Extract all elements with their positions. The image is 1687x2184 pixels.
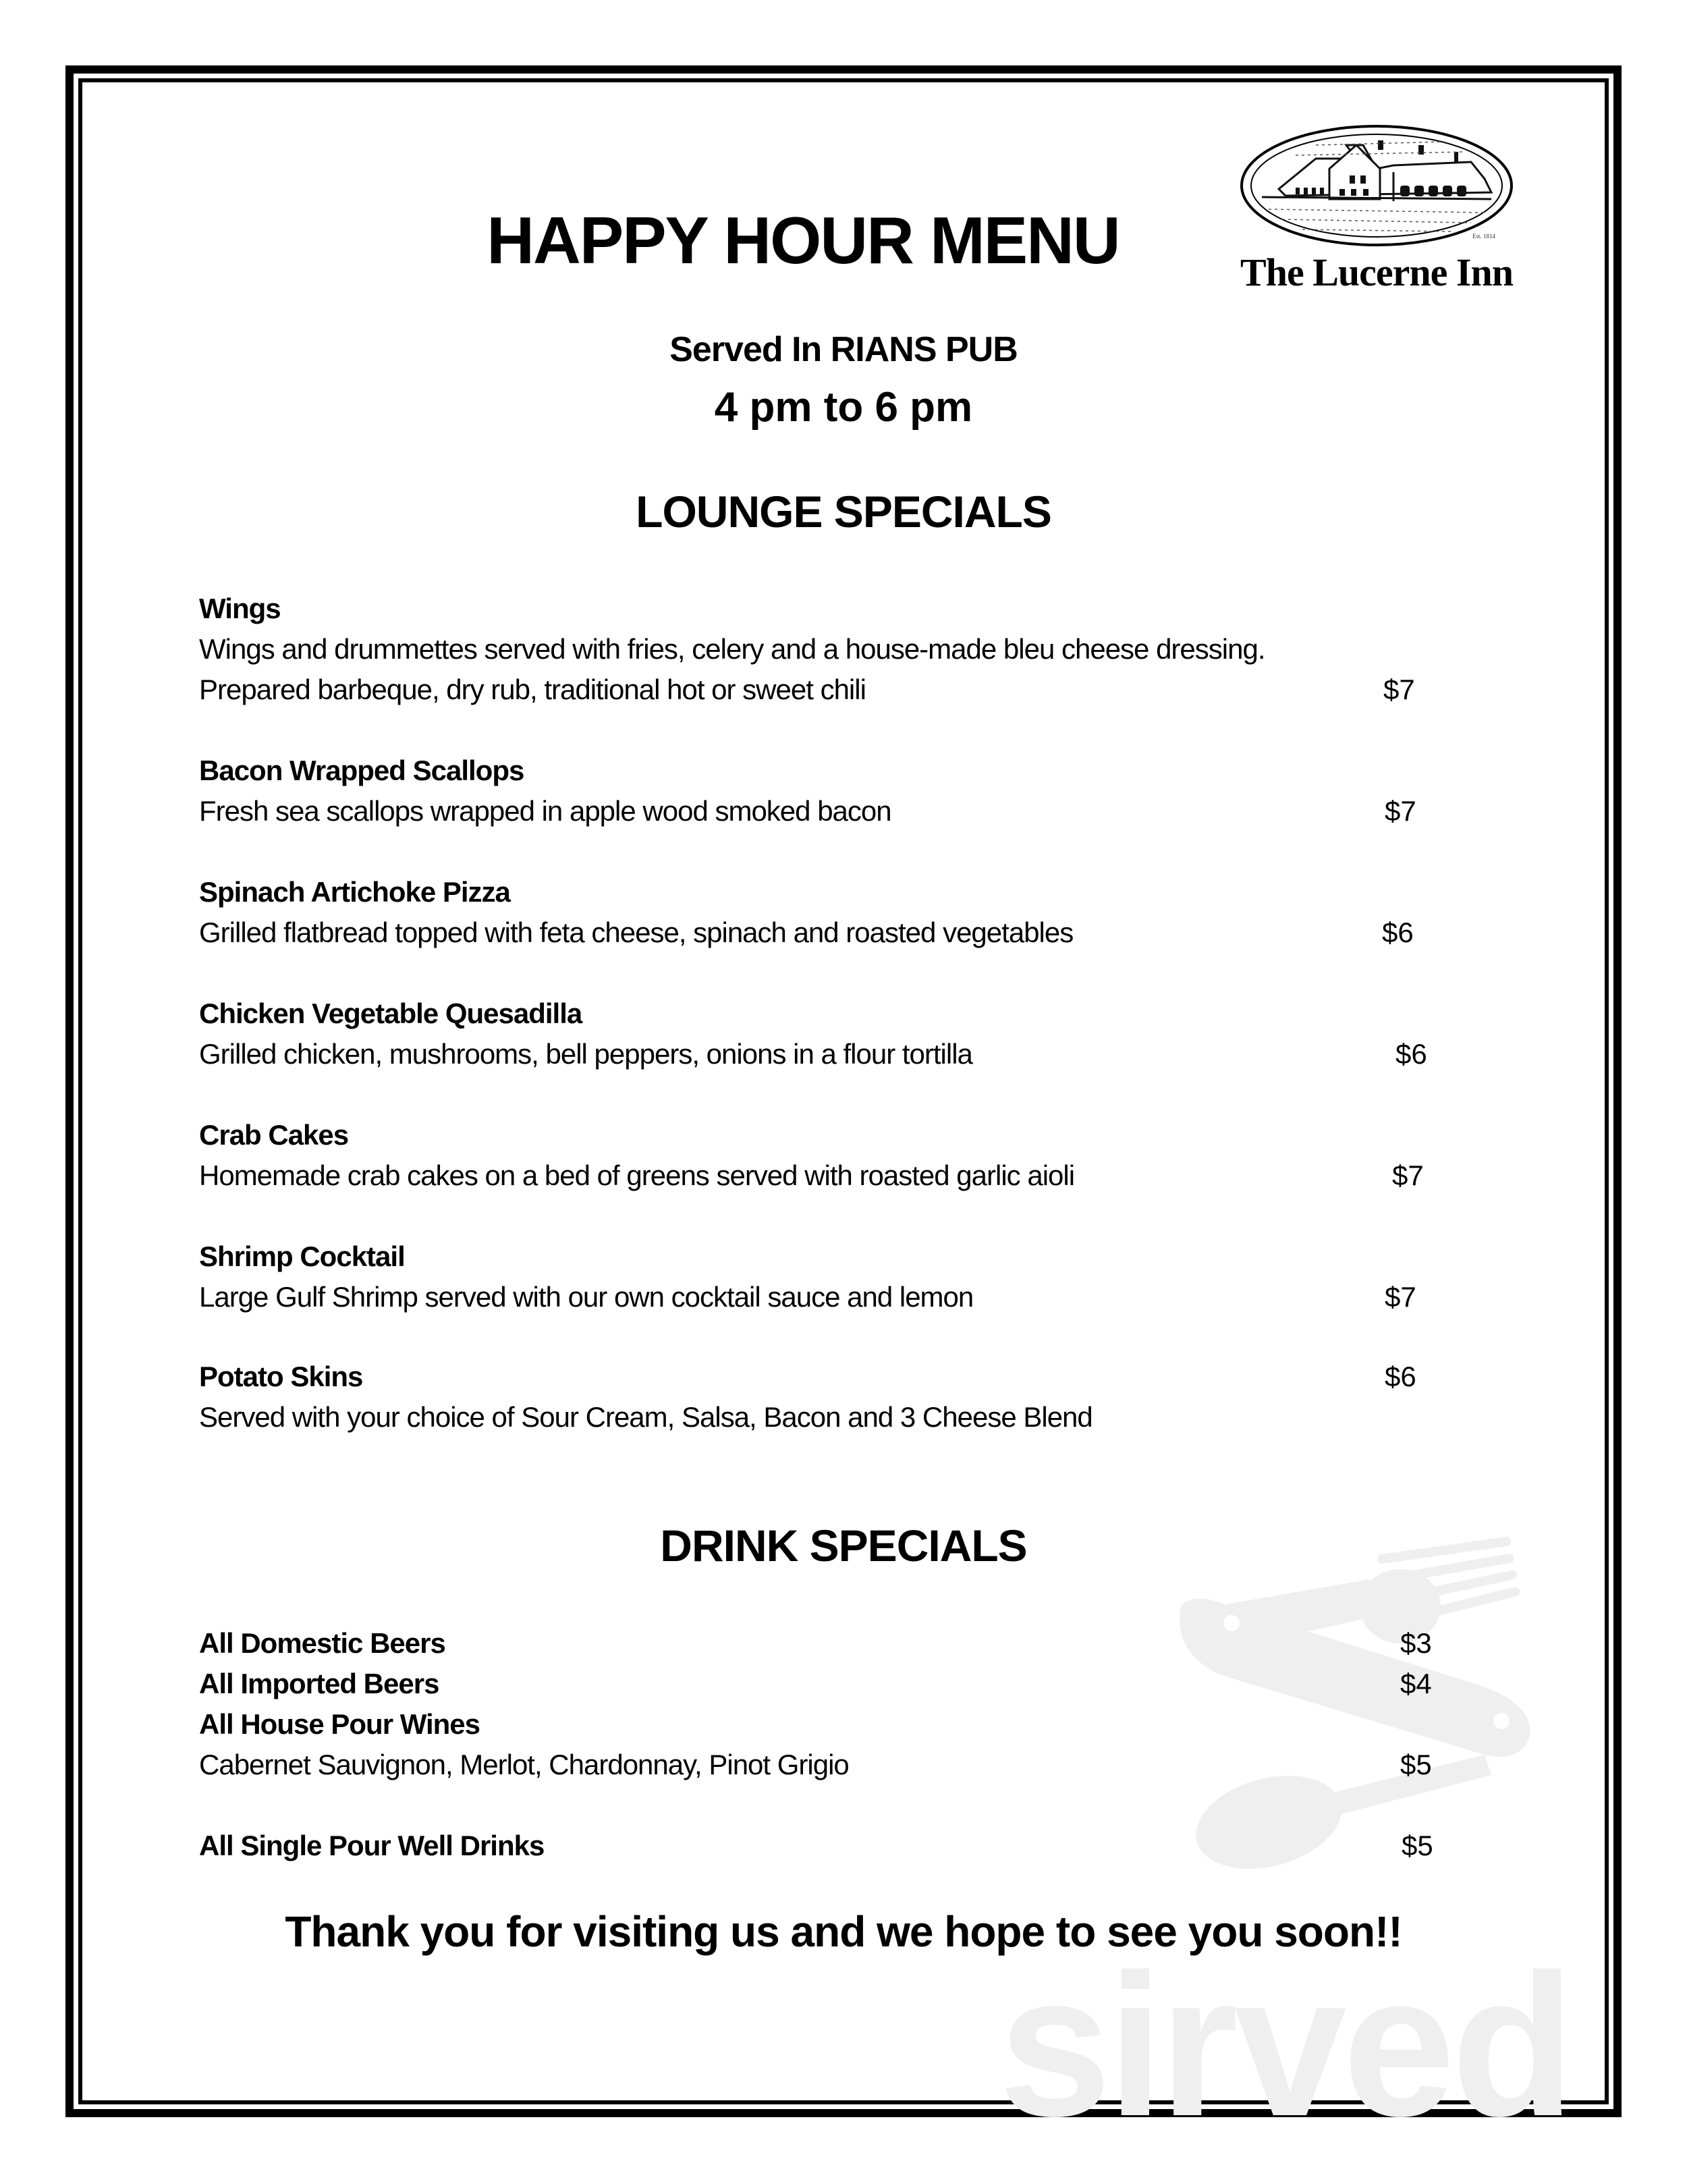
item-name: Bacon Wrapped Scallops <box>199 755 524 786</box>
item-description: Homemade crab cakes on a bed of greens served with roasted garlic aioli <box>199 1159 1075 1191</box>
drink-specials-heading: DRINK SPECIALS <box>660 1521 1027 1571</box>
logo-name: The Lucerne Inn <box>1240 250 1513 294</box>
lounge-specials-heading: LOUNGE SPECIALS <box>636 487 1051 537</box>
item-price: $7 <box>1385 795 1416 827</box>
menu-item-potato-skins <box>199 1357 1434 1438</box>
item-name: Chicken Vegetable Quesadilla <box>199 998 582 1029</box>
logo-established: Est. 1814 <box>1472 233 1496 240</box>
item-price: $7 <box>1383 674 1415 705</box>
item-description: Grilled flatbread topped with feta cheese, spinach and roasted vegetables <box>199 917 1074 948</box>
item-description: Grilled chicken, mushrooms, bell peppers, onions in a flour tortilla <box>199 1038 972 1070</box>
menu-item-chicken-vegetable-quesadilla <box>199 993 1434 1074</box>
item-description: Served with your choice of Sour Cream, Salsa, Bacon and 3 Cheese Blend <box>199 1401 1093 1433</box>
item-description-2: Prepared barbeque, dry rub, traditional hot or sweet chili <box>199 674 866 705</box>
menu-item-bacon-wrapped-scallops <box>199 750 1434 831</box>
item-description: Fresh sea scallops wrapped in apple wood smoked bacon <box>199 795 891 827</box>
item-name: All House Pour Wines <box>199 1708 480 1740</box>
drink-item-well-drinks <box>199 1826 1434 1866</box>
item-price: $5 <box>1402 1830 1433 1861</box>
item-price: $7 <box>1385 1281 1416 1313</box>
menu-item-crab-cakes <box>199 1115 1434 1196</box>
page-title: HAPPY HOUR MENU <box>487 203 1119 277</box>
menu-item-wings <box>199 589 1434 710</box>
watermark-text: sirved <box>999 1932 1571 2158</box>
drink-item-house-pour-wines <box>199 1704 1434 1785</box>
item-description: Large Gulf Shrimp served with our own cocktail sauce and lemon <box>199 1281 974 1313</box>
item-name: Shrimp Cocktail <box>199 1240 405 1272</box>
item-price: $7 <box>1392 1159 1424 1191</box>
location-subtitle: Served In RIANS PUB <box>669 330 1018 369</box>
item-name: All Single Pour Well Drinks <box>199 1830 545 1861</box>
item-name: Wings <box>199 593 281 624</box>
logo <box>1221 121 1532 304</box>
inn-building-illustration-icon <box>1221 121 1532 250</box>
drink-item-imported-beers <box>199 1664 1434 1704</box>
item-name: All Domestic Beers <box>199 1627 445 1659</box>
item-name: Spinach Artichoke Pizza <box>199 876 510 908</box>
menu-item-shrimp-cocktail <box>199 1236 1434 1317</box>
item-price: $6 <box>1395 1038 1427 1070</box>
hours-subtitle: 4 pm to 6 pm <box>714 384 973 431</box>
item-description: Wings and drummettes served with fries, celery and a house-made bleu cheese dressing. <box>199 633 1265 665</box>
item-price: $6 <box>1382 917 1414 948</box>
item-price: $4 <box>1400 1668 1432 1699</box>
item-name: Crab Cakes <box>199 1119 349 1151</box>
closing-message: Thank you for visiting us and we hope to see you soon!! <box>285 1907 1402 1956</box>
drink-item-domestic-beers <box>199 1623 1434 1664</box>
item-price: $6 <box>1385 1361 1416 1392</box>
item-name: All Imported Beers <box>199 1668 439 1699</box>
menu-item-spinach-artichoke-pizza <box>199 872 1434 953</box>
item-name: Potato Skins <box>199 1361 363 1392</box>
item-description: Cabernet Sauvignon, Merlot, Chardonnay, Pinot Grigio <box>199 1749 849 1780</box>
item-price: $3 <box>1400 1627 1432 1659</box>
item-price: $5 <box>1400 1749 1432 1780</box>
